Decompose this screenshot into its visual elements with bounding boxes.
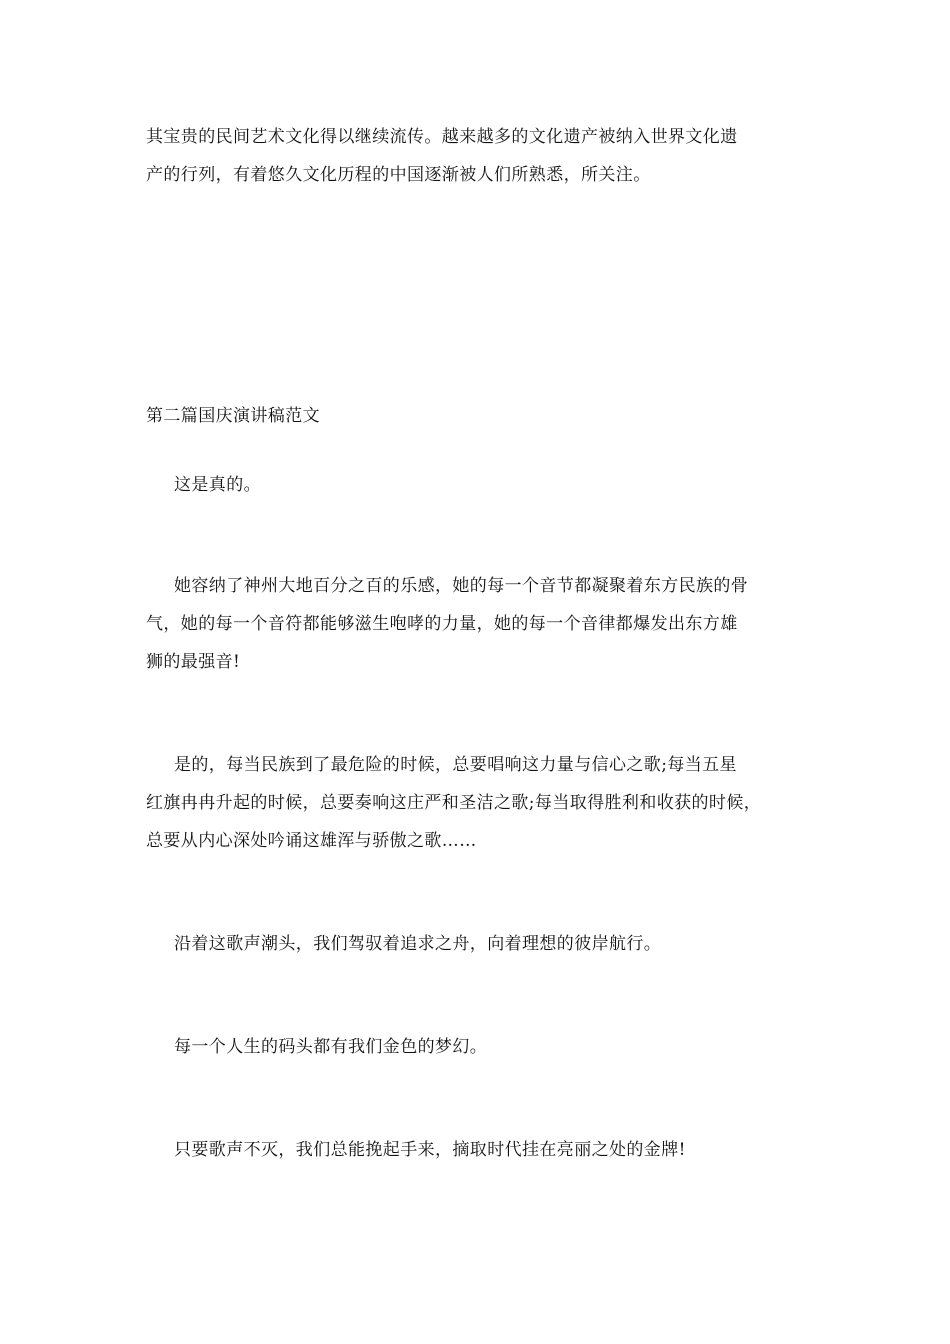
section-title-text: 第二篇国庆演讲稿范文 xyxy=(146,406,320,426)
paragraph xyxy=(146,1131,826,1169)
paragraph xyxy=(146,746,826,860)
paragraph-line: 总要从内心深处吟诵这雄浑与骄傲之歌…… xyxy=(146,831,477,851)
paragraph-line: 是的，每当民族到了最危险的时候，总要唱响这力量与信心之歌;每当五星 xyxy=(174,755,737,775)
section-title xyxy=(146,397,826,435)
paragraph-line: 狮的最强音! xyxy=(146,652,241,672)
paragraph-line: 沿着这歌声潮头，我们驾驭着追求之舟，向着理想的彼岸航行。 xyxy=(174,934,662,954)
paragraph-line: 只要歌声不灭，我们总能挽起手来，摘取时代挂在亮丽之处的金牌! xyxy=(174,1140,686,1160)
paragraph-line: 红旗冉冉升起的时候，总要奏响这庄严和圣洁之歌;每当取得胜利和收获的时候， xyxy=(146,793,762,813)
paragraph xyxy=(146,466,826,504)
paragraph xyxy=(146,567,826,681)
intro-paragraph xyxy=(146,118,826,194)
paragraph-line: 她容纳了神州大地百分之百的乐感，她的每一个音节都凝聚着东方民族的骨 xyxy=(174,576,749,596)
paragraph xyxy=(146,1028,826,1066)
paragraph xyxy=(146,925,826,963)
paragraph-line: 其宝贵的民间艺术文化得以继续流传。越来越多的文化遗产被纳入世界文化遗 xyxy=(146,127,738,147)
paragraph-line: 每一个人生的码头都有我们金色的梦幻。 xyxy=(174,1037,488,1057)
paragraph-line: 气，她的每一个音符都能够滋生咆哮的力量，她的每一个音律都爆发出东方雄 xyxy=(146,614,738,634)
paragraph-line: 这是真的。 xyxy=(174,475,261,495)
paragraph-line: 产的行列，有着悠久文化历程的中国逐渐被人们所熟悉，所关注。 xyxy=(146,165,651,185)
